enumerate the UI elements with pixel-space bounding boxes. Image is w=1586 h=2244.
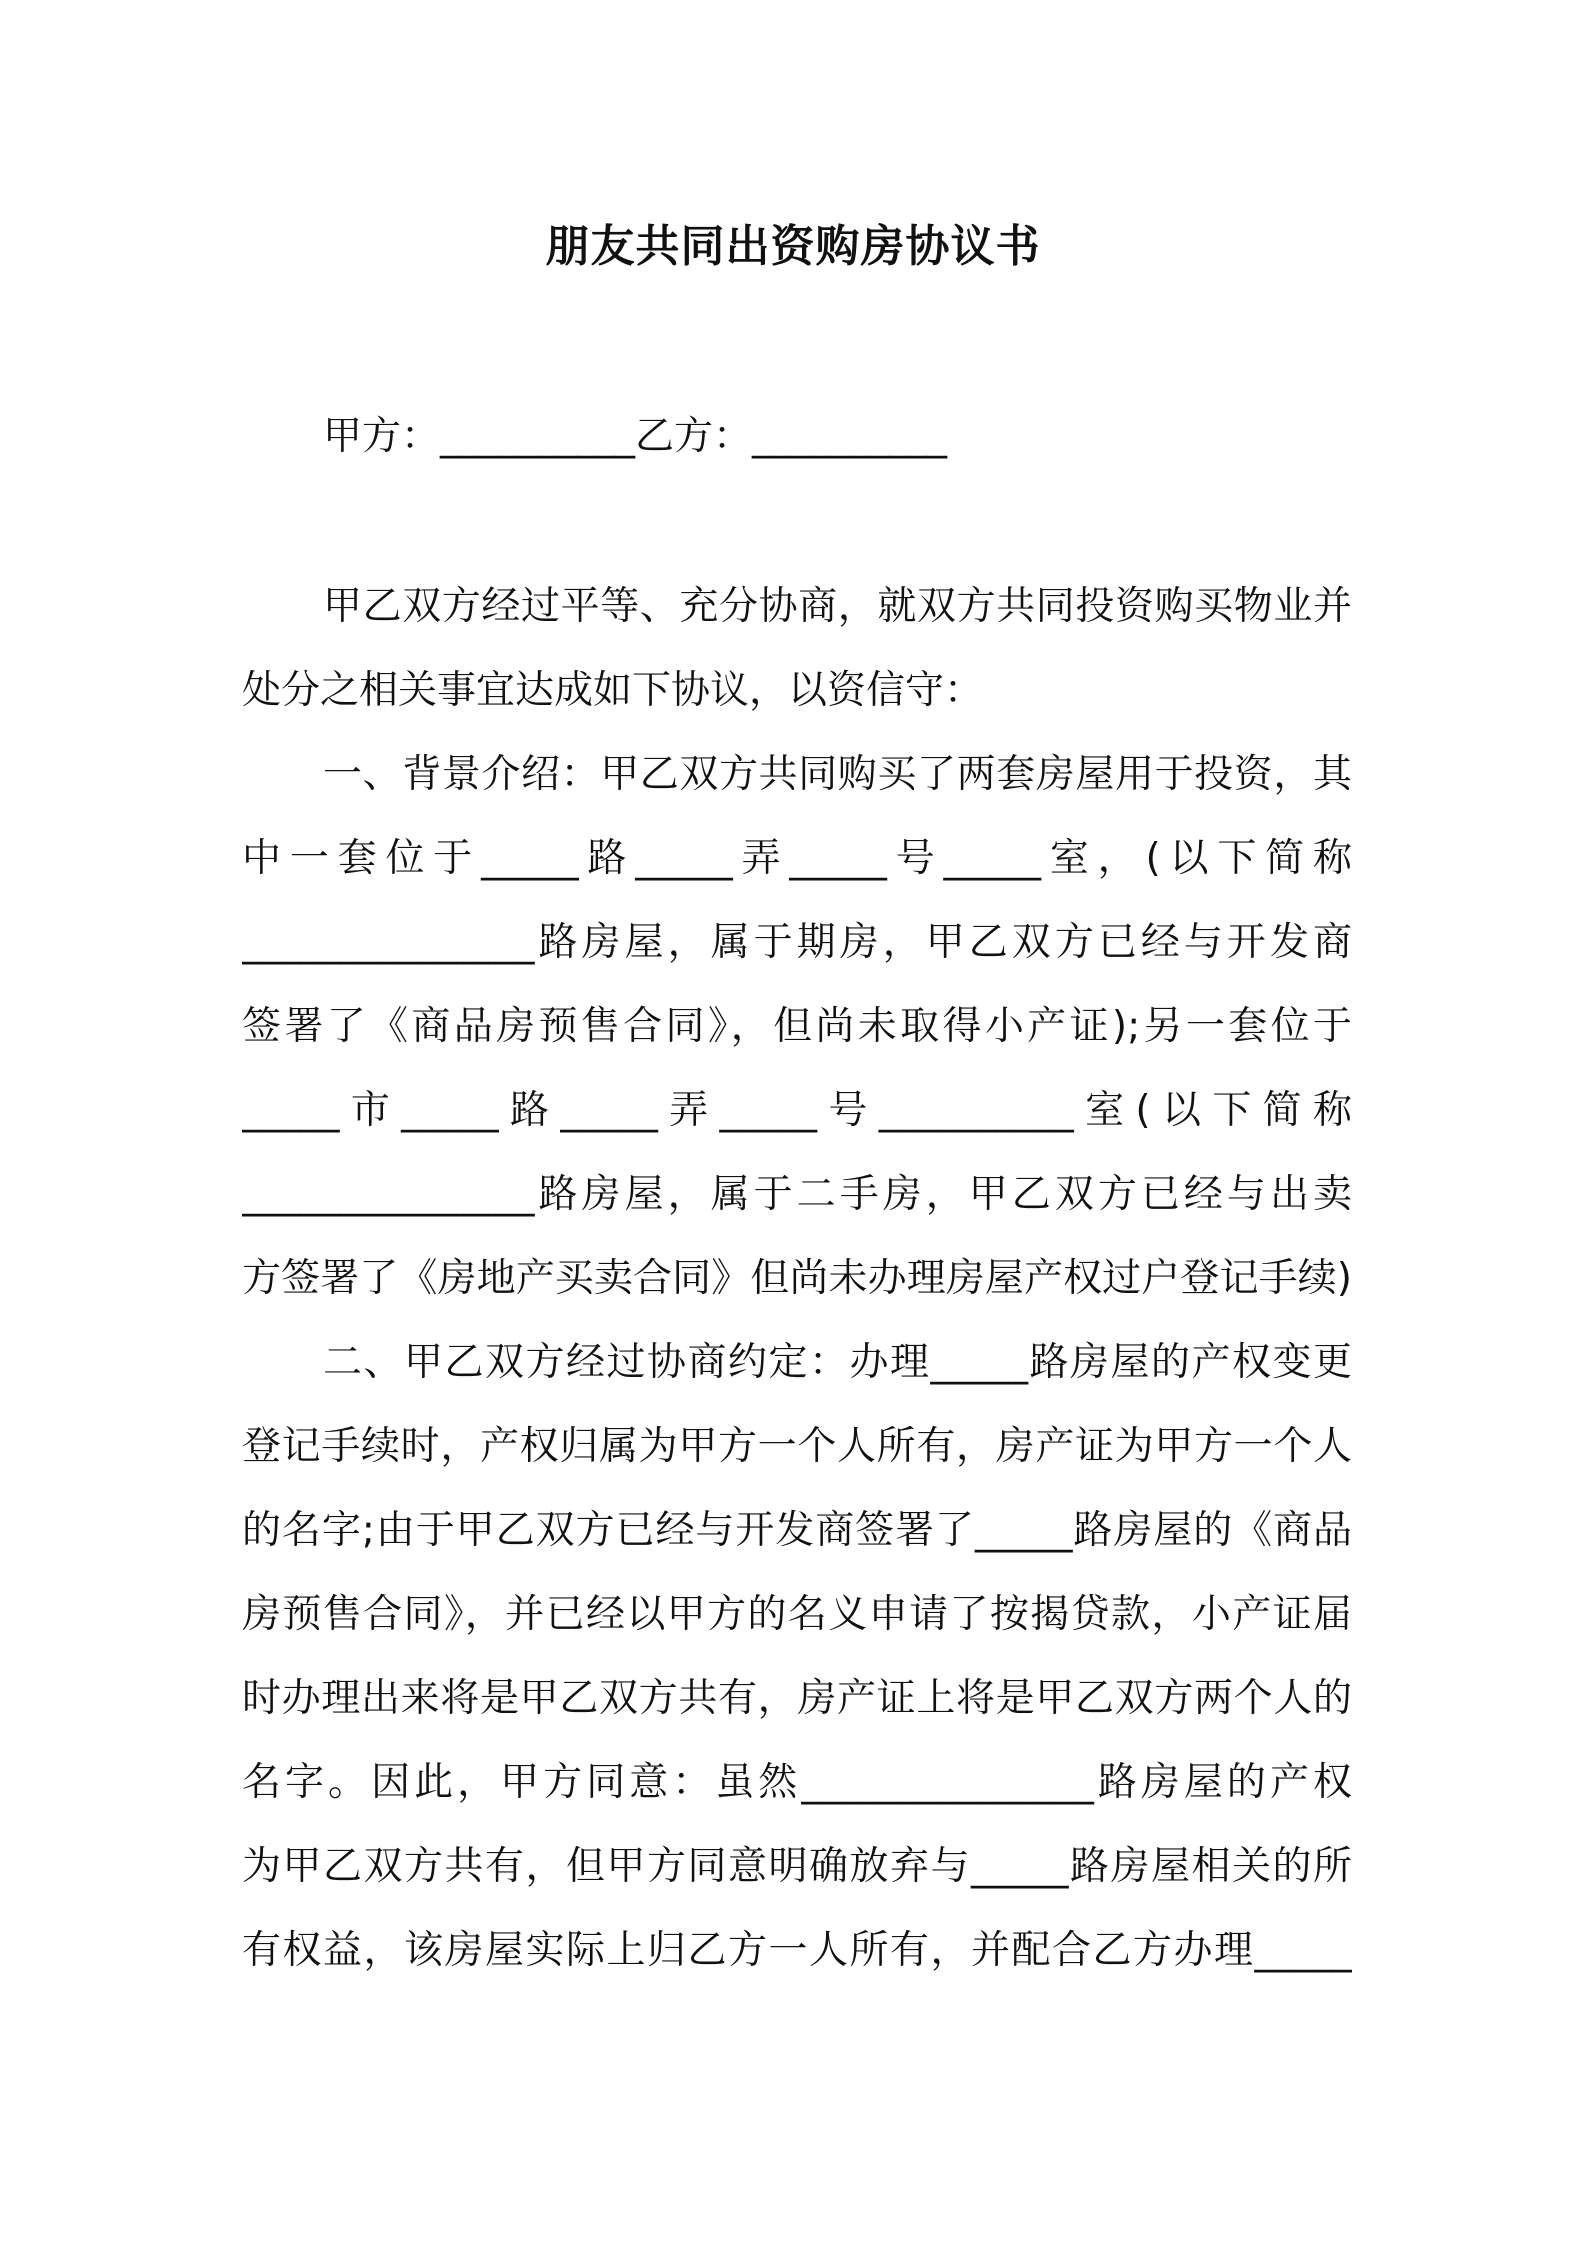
paragraph-line: 甲乙双方经过平等、充分协商，就双方共同投资购买物业并 bbox=[323, 584, 1352, 629]
paragraph-line: 二、甲乙双方经过协商约定：办理_____路房屋的产权变更 bbox=[323, 1340, 1352, 1385]
document-title: 朋友共同出资购房协议书 bbox=[545, 221, 1041, 272]
paragraph-line: 为甲乙双方共有，但甲方同意明确放弃与_____路房屋相关的所 bbox=[242, 1844, 1352, 1889]
paragraph-line: 方签署了《房地产买卖合同》但尚未办理房屋产权过户登记手续) bbox=[242, 1256, 1352, 1301]
paragraph-line: 中一套位于_____路_____弄_____号_____室，(以下简称 bbox=[242, 836, 1352, 881]
paragraph-line: _______________路房屋，属于二手房，甲乙双方已经与出卖 bbox=[242, 1172, 1352, 1217]
paragraph-line: 登记手续时，产权归属为甲方一个人所有，房产证为甲方一个人 bbox=[242, 1424, 1352, 1469]
parties-line: 甲方：__________乙方：__________ bbox=[323, 414, 948, 459]
paragraph-line: _______________路房屋，属于期房，甲乙双方已经与开发商 bbox=[242, 920, 1352, 965]
paragraph-line: 的名字;由于甲乙双方已经与开发商签署了_____路房屋的《商品 bbox=[242, 1508, 1352, 1553]
paragraph-line: 一、背景介绍：甲乙双方共同购买了两套房屋用于投资，其 bbox=[323, 752, 1352, 797]
paragraph-line: 时办理出来将是甲乙双方共有，房产证上将是甲乙双方两个人的 bbox=[242, 1676, 1352, 1721]
paragraph-line: 房预售合同》，并已经以甲方的名义申请了按揭贷款，小产证届 bbox=[242, 1592, 1352, 1637]
paragraph-line: 有权益，该房屋实际上归乙方一人所有，并配合乙方办理_____ bbox=[242, 1928, 1352, 1973]
paragraph-line: 签署了《商品房预售合同》，但尚未取得小产证);另一套位于 bbox=[242, 1004, 1352, 1049]
paragraph-line: _____市_____路_____弄_____号__________室(以下简称 bbox=[242, 1088, 1352, 1133]
paragraph-line: 名字。因此，甲方同意：虽然_______________路房屋的产权 bbox=[242, 1760, 1352, 1805]
paragraph-line: 处分之相关事宜达成如下协议，以资信守： bbox=[242, 668, 984, 713]
